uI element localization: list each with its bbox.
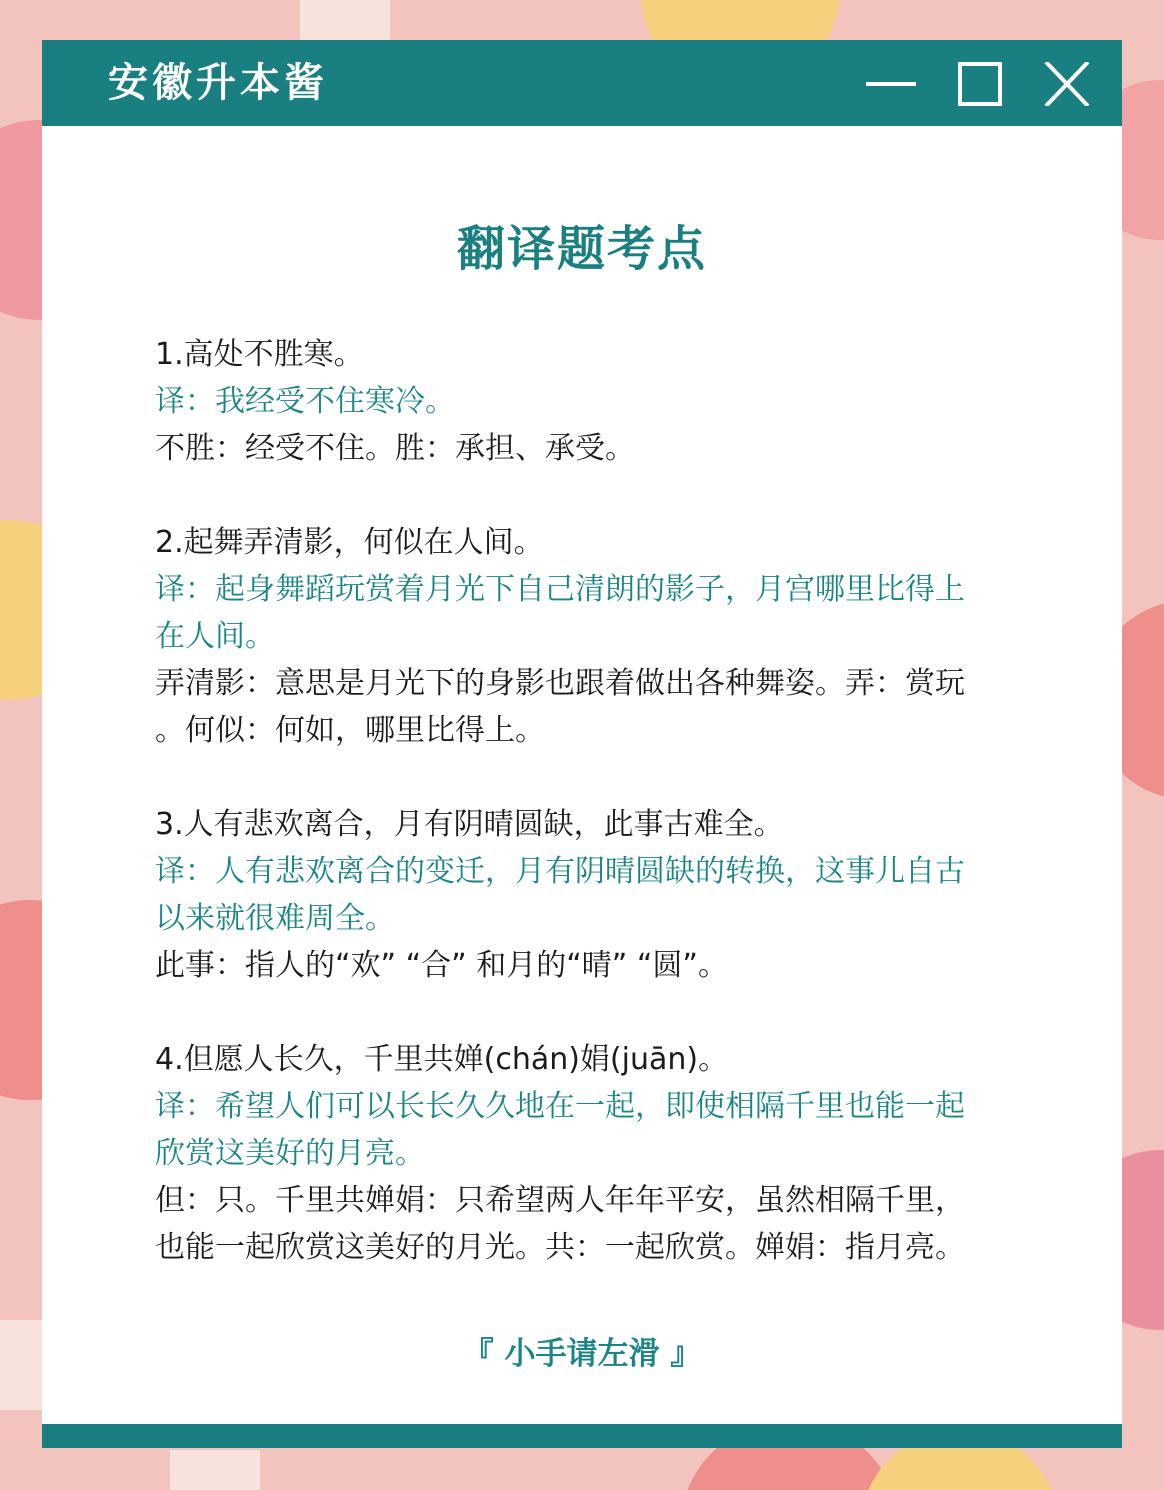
- translation-line: 以来就很难周全。: [155, 901, 395, 936]
- original-sentence: 2.起舞弄清影，何似在人间。: [155, 525, 544, 560]
- minimize-icon: [864, 62, 918, 106]
- translation-line: 在人间。: [155, 619, 275, 654]
- maximize-button[interactable]: [954, 62, 1008, 106]
- study-points-list: [155, 331, 1035, 1318]
- original-sentence: 3.人有悲欢离合，月有阴晴圆缺，此事古难全。: [155, 807, 784, 842]
- bg-tile: [0, 1320, 42, 1410]
- app-title: 安徽升本酱: [108, 60, 328, 106]
- minimize-button[interactable]: [864, 62, 918, 106]
- study-item: [155, 331, 1035, 472]
- translation-line: 译：起身舞蹈玩赏着月光下自己清朗的影子，月宫哪里比得上: [155, 572, 965, 607]
- translation-line: 译：人有悲欢离合的变迁，月有阴晴圆缺的转换，这事儿自古: [155, 854, 965, 889]
- bg-tile: [300, 0, 390, 40]
- app-window: [42, 40, 1122, 1448]
- note-line: 此事：指人的“欢” “合” 和月的“晴” “圆”。: [155, 948, 728, 983]
- title-bar: [42, 40, 1122, 126]
- translation-line: 欣赏这美好的月亮。: [155, 1136, 425, 1171]
- note-line: 弄清影：意思是月光下的身影也跟着做出各种舞姿。弄：赏玩: [155, 666, 965, 701]
- original-sentence: 1.高处不胜寒。: [155, 337, 364, 372]
- maximize-icon: [954, 62, 1008, 106]
- study-item: [155, 801, 1035, 989]
- translation-line: 译：我经受不住寒冷。: [155, 384, 455, 419]
- note-line: 也能一起欣赏这美好的月光。共：一起欣赏。婵娟：指月亮。: [155, 1230, 965, 1265]
- bottom-bar: [42, 1424, 1122, 1448]
- original-sentence: 4.但愿人长久，千里共婵(chán)娟(juān)。: [155, 1042, 729, 1077]
- close-icon: [1040, 62, 1094, 106]
- close-button[interactable]: [1040, 62, 1094, 106]
- translation-line: 译：希望人们可以长长久久地在一起，即使相隔千里也能一起: [155, 1089, 965, 1124]
- note-line: 但：只。千里共婵娟：只希望两人年年平安，虽然相隔千里，: [155, 1183, 965, 1218]
- page-title: 翻译题考点: [456, 221, 707, 277]
- note-line: 不胜：经受不住。胜：承担、承受。: [155, 431, 635, 466]
- bg-tile: [170, 1450, 260, 1490]
- study-item: [155, 519, 1035, 754]
- study-item: [155, 1036, 1035, 1271]
- note-line: 。何似：何如，哪里比得上。: [155, 713, 545, 748]
- swipe-hint: 『 小手请左滑 』: [462, 1336, 702, 1372]
